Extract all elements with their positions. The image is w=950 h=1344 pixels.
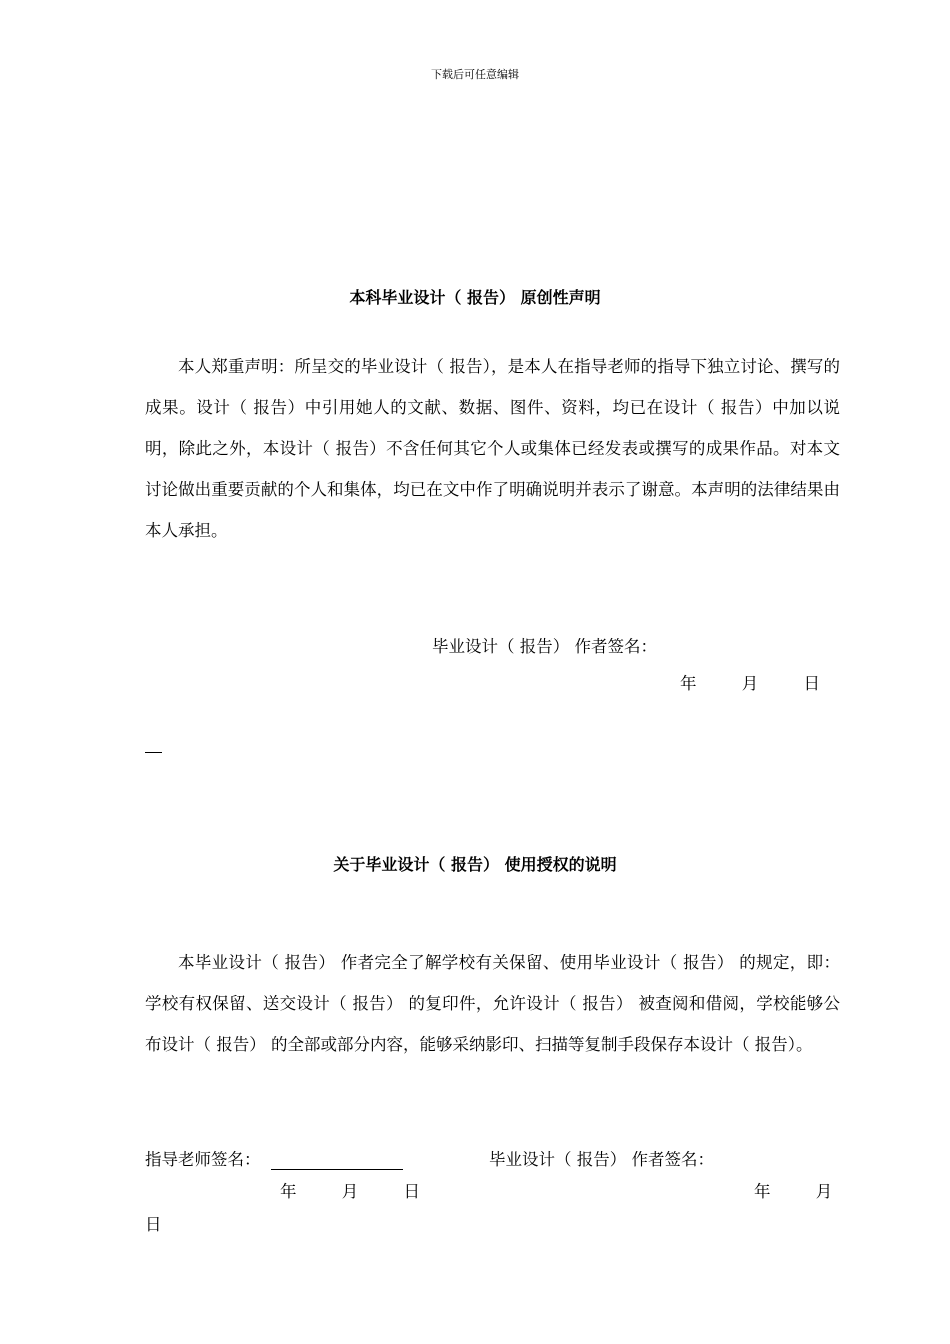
advisor-signature-label: 指导老师签名： <box>145 1150 261 1169</box>
date-month: 月 <box>341 1182 359 1201</box>
author-signature-label-2: 毕业设计（ 报告） 作者签名： <box>489 1150 714 1169</box>
declaration-text: 本人郑重声明：所呈交的毕业设计（ 报告），是本人在指导老师的指导下独立讨论、撰写的成果。设计（ 报告）中引用她人的文献、数据、图件、资料，均已在设计（ 报告）中加以说明，除此之外，本设计（ 报告）不含任何其它个人或集体已经发表或撰写的成果作品。对本文讨论做出重要贡献的个人和集体，均已在文中作了明确说明并表示了谢意。本声明的法律结果由本人承担。 <box>145 357 840 540</box>
author-signature-label: 毕业设计（ 报告） 作者签名： <box>432 637 657 656</box>
declaration-body <box>145 346 840 551</box>
date-month: 月 <box>741 674 759 693</box>
authorization-body <box>145 942 840 1065</box>
declaration-date <box>680 670 820 694</box>
date-month: 月 <box>815 1182 833 1201</box>
date-day: 日 <box>803 674 820 693</box>
author-date-day: 日 <box>145 1215 162 1234</box>
advisor-date <box>280 1178 420 1202</box>
date-year: 年 <box>280 1182 297 1201</box>
author-date <box>754 1178 832 1202</box>
page-header: 下载后可任意编辑 <box>431 68 519 81</box>
authorization-text: 本毕业设计（ 报告） 作者完全了解学校有关保留、使用毕业设计（ 报告） 的规定，即：学校有权保留、送交设计（ 报告） 的复印件，允许设计（ 报告） 被查阅和借阅，学校能够公布设计（ 报告） 的全部或部分内容，能够采纳影印、扫描等复制手段保存本设计（ 报告）。 <box>145 953 840 1054</box>
date-year: 年 <box>754 1182 771 1201</box>
authorization-title: 关于毕业设计（ 报告） 使用授权的说明 <box>333 855 617 874</box>
date-day: 日 <box>403 1182 420 1201</box>
separator-dash <box>145 752 162 753</box>
advisor-signature-line <box>271 1151 403 1170</box>
advisor-signature <box>145 1146 403 1170</box>
date-year: 年 <box>680 674 697 693</box>
declaration-title: 本科毕业设计（ 报告） 原创性声明 <box>349 288 601 307</box>
